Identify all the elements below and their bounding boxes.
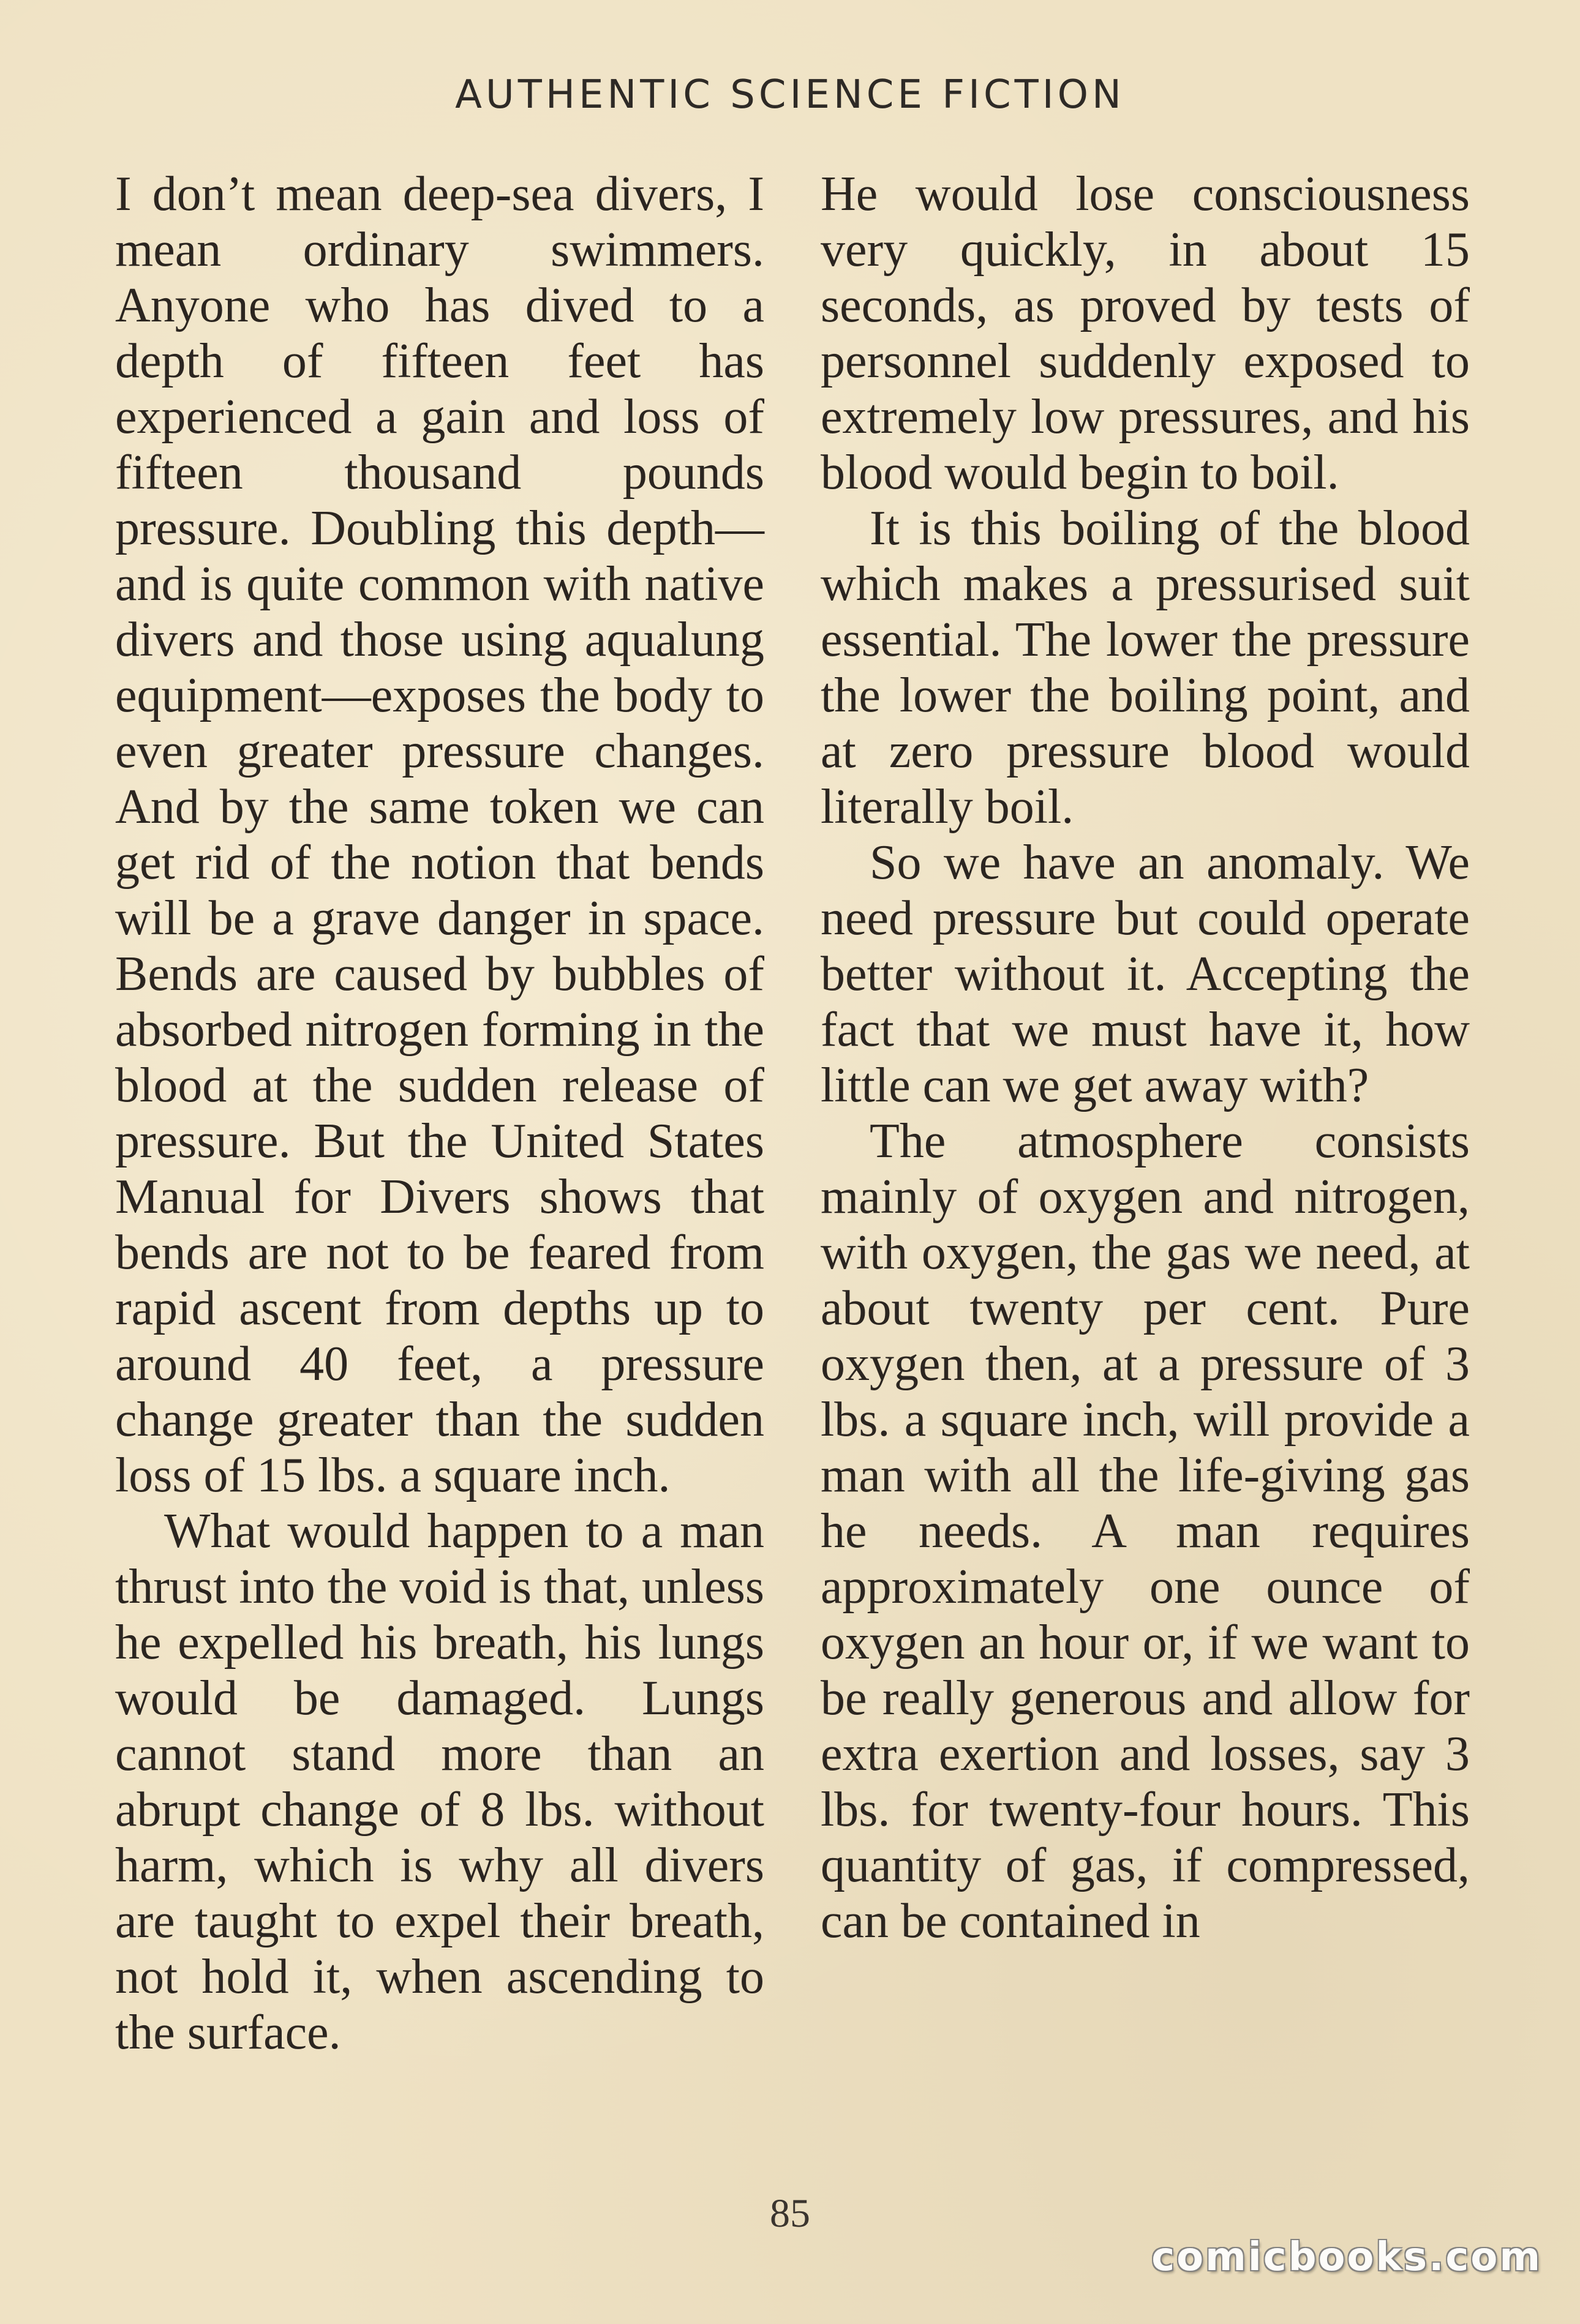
site-watermark: comicbooks.com [1151,2235,1542,2280]
paragraph: The atmosphere consists mainly of oxygen and nitrogen, with oxygen, the gas we need, at about twenty per cent. Pure oxygen then, at a pressure of 3 lbs. a square inch, will provide a man with all the life-giving gas he needs. A man requires approximately one ounce of oxygen an hour or, if we want to be really generous and allow for extra exertion and losses, say 3 lbs. for twenty-four hours. This quantity of gas, if compressed, can be contained in [821,1114,1470,1948]
paragraph: What would happen to a man thrust into the void is that, unless he expelled his breath, his lungs would be damaged. Lungs cannot stand more than an abrupt change of 8 lbs. without harm, which is why all divers are taught to expel their breath, not hold it, when ascending to the surface. [115,1504,764,2060]
paragraph: I don’t mean deep-sea divers, I mean ordinary swimmers. Anyone who has dived to a depth of fifteen feet has experienced a gain and loss of fifteen thousand pounds pressure. Doubling this depth—and is quite common with native divers and those using aqualung equipment—exposes the body to even greater pressure changes. And by the same token we can get rid of the notion that bends will be a grave danger in space. Bends are caused by bubbles of absorbed nitrogen forming in the blood at the sudden release of pressure. But the United States Manual for Divers shows that bends are not to be feared from rapid ascent from depths up to around 40 feet, a pressure change greater than the sudden loss of 15 lbs. a square inch. [115,167,764,1502]
running-header: AUTHENTIC SCIENCE FICTION [455,72,1125,118]
page-number: 85 [770,2191,810,2236]
paragraph: It is this boiling of the blood which makes a pressurised suit essential. The lower the pressure the lower the boiling point, and at zero pressure blood would literally boil. [821,501,1470,834]
paragraph: So we have an anomaly. We need pressure but could operate better without it. Accepting the fact that we must have it, how little can we get away with? [821,836,1470,1112]
left-column [115,167,764,2162]
paragraph: He would lose consciousness very quickly, in about 15 seconds, as proved by tests of personnel suddenly exposed to extremely low pressures, and his blood would begin to boil. [821,167,1470,500]
right-column [821,167,1470,2162]
